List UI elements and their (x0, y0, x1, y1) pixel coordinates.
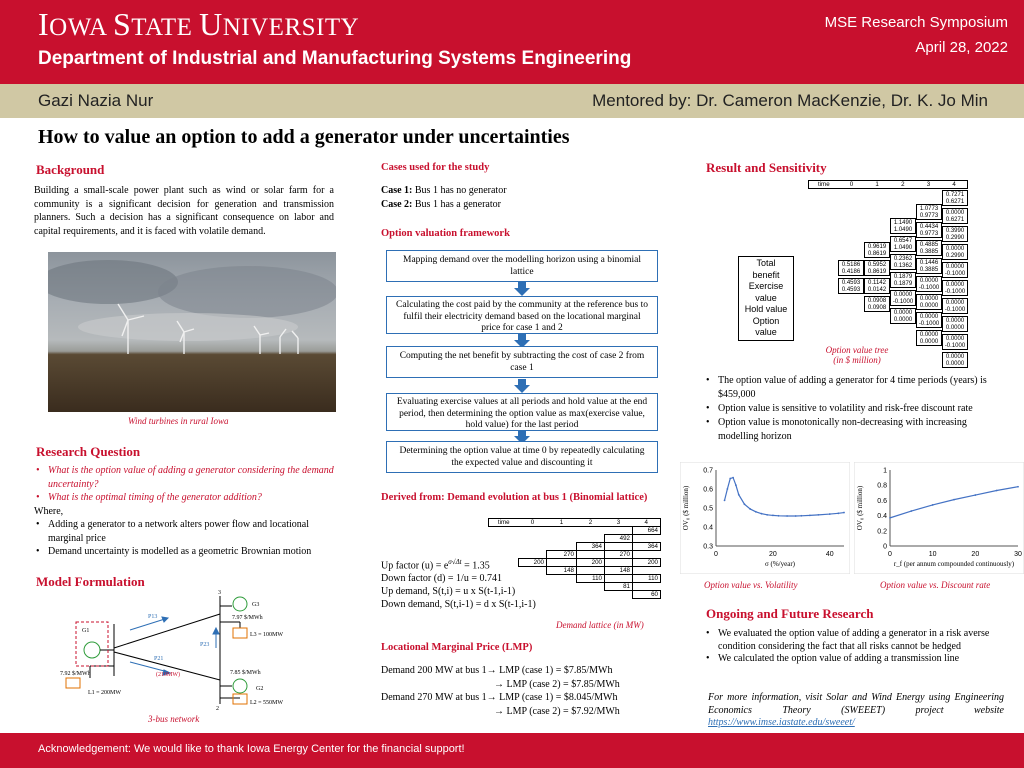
tree-node-value: 0.0142 (864, 286, 890, 294)
lattice-node: 200 (519, 559, 547, 567)
data-point (1017, 486, 1019, 488)
tree-node-value: 0.9619 (864, 242, 890, 250)
project-link[interactable]: https://www.imse.iastate.edu/sweeet/ (708, 717, 855, 728)
assumption-item: • Demand uncertainty is modelled as a geometric Brownian motion (34, 545, 334, 559)
tree-node-value: -0.1000 (890, 298, 916, 306)
tree-node-value: 0.1362 (890, 262, 916, 270)
tree-node-value: 0.0000 (942, 334, 968, 342)
framework-step-2: Calculating the cost paid by the community at the reference bus to fulfil their electricity demand based on the locational marginal price for case 1 and 2 (386, 296, 658, 334)
framework-step-5: Determining the option value at time 0 by repeatedly calculating the expected value and discounting it (386, 441, 658, 473)
tree-header-cell: 2 (901, 181, 905, 188)
tree-node-value: 0.4593 (838, 286, 864, 294)
lmp-line: Demand 270 MW at bus 1→ LMP (case 1) = $8.045/MWh (381, 692, 618, 703)
tree-header-row (808, 180, 968, 189)
lattice-header-row (489, 519, 661, 527)
lattice-node: 364 (633, 543, 661, 551)
tree-node-value: 0.0000 (942, 298, 968, 306)
data-point (778, 515, 780, 517)
tree-node-value: 0.0000 (942, 360, 968, 368)
tree-node-value: 0.0000 (916, 294, 942, 302)
tree-node-value: 0.9773 (916, 212, 942, 220)
up-factor-value: = 1.35 (461, 560, 490, 572)
tree-node-value: 0.0000 (942, 208, 968, 216)
legend-total-benefit: Total benefit (752, 258, 780, 280)
tree-node-value: 0.0000 (942, 316, 968, 324)
tree-node-value: 0.0000 (890, 316, 916, 324)
lattice-header-cell: 4 (644, 519, 648, 526)
ongoing-item: • We calculated the option value of adding a transmission line (704, 653, 1004, 666)
data-point (837, 512, 839, 514)
data-point (738, 494, 740, 496)
tree-node-value: 0.4434 (916, 222, 942, 230)
event-name: MSE Research Symposium (824, 14, 1008, 31)
down-factor-line: Down factor (d) = 1/u = 0.741 (381, 573, 502, 585)
x-tick-label: 10 (928, 551, 937, 558)
demand-heading: Derived from: Demand evolution at bus 1 (Binomial lattice) (381, 492, 648, 503)
tree-header-cell: 1 (875, 181, 879, 188)
results-list (704, 374, 992, 444)
x-axis-label: r_f (per annum compounded continuously) (893, 560, 1015, 568)
data-point (800, 515, 802, 517)
chart-frame (680, 462, 850, 574)
tree-node-value: 0.1879 (890, 272, 916, 280)
data-point (755, 511, 757, 513)
lattice-formulas (381, 556, 581, 611)
data-point (996, 490, 998, 492)
data-point (910, 510, 912, 512)
price3-label: 7.97 $/MWh (232, 615, 263, 621)
lattice-header-cell: 1 (559, 519, 564, 526)
discount-chart-caption: Option value vs. Discount rate (880, 580, 991, 590)
tree-node-value: 0.1879 (890, 280, 916, 288)
bus2-label: 2 (216, 706, 219, 712)
lattice-node: 60 (633, 591, 661, 599)
data-point (889, 517, 891, 519)
tree-node-value: 0.0000 (916, 330, 942, 338)
data-point (809, 515, 811, 517)
lattice-node: 110 (633, 575, 661, 583)
case1-line (381, 184, 661, 198)
turbine-illustration (48, 252, 336, 412)
background-heading: Background (36, 162, 105, 177)
tree-node-value: 0.0000 (890, 308, 916, 316)
tree-node-value: 0.8619 (864, 268, 890, 276)
wind-turbine-photo (48, 252, 336, 412)
tree-node-value: -0.1000 (942, 306, 968, 314)
question-list (34, 464, 334, 505)
results-item: • Option value is monotonically non-decreasing with increasing modelling horizon (704, 416, 992, 444)
background-text: Building a small-scale power plant such as wind or solar farm for a community is a significant decision for generation and transmission planners. Such a decision has a significant consequence on labor and capital requirements, and it is faced with volatile demand. (34, 185, 334, 237)
x-tick-label: 40 (825, 551, 834, 558)
legend-exercise-value: Exercise value (748, 281, 784, 303)
legend-option-value: Option value (752, 315, 780, 337)
data-point (732, 477, 734, 479)
tree-node-value: -0.1000 (916, 320, 942, 328)
data-point (974, 494, 976, 496)
lattice-node: 81 (605, 583, 633, 591)
tree-caption-line1: Option value tree (825, 345, 889, 355)
tree-node-value: 0.6547 (890, 236, 916, 244)
tree-node-value: 1.1490 (890, 218, 916, 226)
tree-header-cell: 4 (952, 181, 956, 188)
data-point (843, 512, 845, 514)
x-axis-label: σ (%/year) (764, 560, 796, 568)
tree-node-value: 0.2990 (942, 234, 968, 242)
research-question-heading: Research Question (36, 444, 141, 459)
lattice-node: 492 (605, 535, 633, 543)
results-heading: Result and Sensitivity (706, 160, 827, 175)
tree-node-value: 0.3885 (916, 266, 942, 274)
tree-node-value: 0.4186 (838, 268, 864, 276)
data-point (786, 515, 788, 517)
option-value-tree (808, 180, 968, 367)
tree-node-value: 0.2362 (890, 254, 916, 262)
volatility-chart-caption: Option value vs. Volatility (704, 580, 798, 590)
tree-node-value: 0.0000 (916, 312, 942, 320)
discount-rate-chart (854, 462, 1024, 574)
down-arrow-icon (514, 282, 530, 296)
tree-node-value: 0.0000 (916, 338, 942, 346)
tree-node-value: 1.0490 (890, 226, 916, 234)
lattice-node: 364 (577, 543, 605, 551)
question-item: • What is the option value of adding a generator considering the demand uncertainty? (34, 464, 334, 491)
y-tick-label: 0 (883, 543, 887, 551)
lattice-node: 200 (633, 559, 661, 567)
flow-label: (210MW) (156, 672, 180, 678)
lattice-node: 110 (577, 575, 605, 583)
up-factor-text: Up factor (u) = e (381, 560, 449, 572)
framework-step-1: Mapping demand over the modelling horizon using a binomial lattice (386, 250, 658, 282)
lattice-node: 148 (547, 567, 577, 575)
tree-node-value: 0.1446 (916, 258, 942, 266)
ongoing-item: • We evaluated the option value of adding a generator in a risk averse condition considering the fact that all risks cannot be hedged (704, 628, 1004, 653)
p23-label: P23 (200, 642, 210, 648)
results-bullets (704, 374, 992, 444)
data-point (749, 508, 751, 510)
g3-label: G3 (252, 602, 260, 608)
tree-node-value: 0.0000 (916, 276, 942, 284)
lattice-node: 270 (605, 551, 633, 559)
lmp-heading: Locational Marginal Price (LMP) (381, 642, 533, 653)
data-point (953, 499, 955, 501)
volatility-chart (680, 462, 850, 574)
down-demand-line: Down demand, S(t,i-1) = d x S(t-1,i-1) (381, 599, 536, 611)
load1-label: L1 = 200MW (88, 690, 122, 696)
ongoing-list (704, 628, 1004, 666)
tree-node-value: 0.6271 (942, 198, 968, 206)
g2-label: G2 (256, 686, 264, 692)
cases-heading: Cases used for the study (381, 162, 490, 173)
data-point (932, 504, 934, 506)
lmp-line: → LMP (case 2) = $7.92/MWh (494, 705, 620, 717)
assumption-item: • Adding a generator to a network alters power flow and locational marginal price (34, 518, 334, 545)
acknowledgement: Acknowledgement: We would like to thank Iowa Energy Center for the financial support! (38, 743, 465, 755)
x-tick-label: 20 (971, 551, 980, 558)
lattice-header-cell: time (497, 519, 510, 526)
results-item: • Option value is sensitive to volatility and risk-free discount rate (704, 402, 992, 416)
data-point (761, 513, 763, 515)
event-date: April 28, 2022 (915, 39, 1008, 56)
case2-text: Bus 1 has a generator (412, 198, 501, 210)
case1-label: Case 1: (381, 185, 413, 196)
tree-header-cell: 0 (849, 181, 854, 188)
tree-node-value: 0.0000 (942, 280, 968, 288)
tree-node-value: 0.6271 (942, 216, 968, 224)
ongoing-heading: Ongoing and Future Research (706, 606, 874, 621)
tree-node-value: 0.0000 (942, 262, 968, 270)
author-band (0, 84, 1024, 118)
framework-step-3: Computing the net benefit by subtracting the cost of case 2 from case 1 (386, 346, 658, 378)
data-point (724, 500, 726, 502)
department-name: Department of Industrial and Manufacturing Systems Engineering (38, 48, 632, 69)
x-tick-label: 20 (768, 551, 777, 558)
load2-label: L2 = 550MW (250, 700, 284, 706)
tree-caption-line2: (in $ million) (833, 355, 881, 365)
data-point (726, 488, 728, 490)
x-tick-label: 30 (1014, 551, 1022, 558)
results-item: • The option value of adding a generator for 4 time periods (years) is $459,000 (704, 374, 992, 402)
price1-label: 7.92 $/MWh (60, 671, 91, 677)
lmp-body (381, 664, 681, 718)
case2-line (381, 198, 661, 212)
photo-caption: Wind turbines in rural Iowa (128, 416, 229, 426)
y-tick-label: 0.4 (877, 513, 887, 521)
lattice-header-cell: 3 (616, 519, 621, 526)
mentors: Mentored by: Dr. Cameron MacKenzie, Dr. K. Jo Min (592, 91, 988, 110)
y-tick-label: 0.7 (703, 467, 713, 475)
lmp-line: Demand 200 MW at bus 1→ LMP (case 1) = $7.85/MWh (381, 665, 613, 676)
price2-label: 7.85 $/MWh (230, 670, 261, 676)
tree-node-value: 1.0490 (890, 244, 916, 252)
data-point (818, 514, 820, 516)
tree-node-value: -0.1000 (916, 284, 942, 292)
p13-label: P13 (148, 614, 158, 620)
tree-node-value: 0.0000 (916, 302, 942, 310)
tree-node-value: 0.4885 (916, 240, 942, 248)
data-point (766, 514, 768, 516)
data-point (772, 515, 774, 517)
y-axis-label: OV₀ ($ million) (856, 485, 864, 531)
model-heading: Model Formulation (36, 574, 145, 589)
university-wordmark: IOWA STATE UNIVERSITY (38, 6, 360, 42)
tree-header-cell: time (817, 181, 830, 188)
tree-node-value: 0.2990 (942, 252, 968, 260)
tree-node-value: 0.5952 (864, 260, 890, 268)
three-bus-network-diagram (60, 586, 350, 712)
x-tick-label: 0 (714, 551, 718, 558)
p21-label: P21 (154, 656, 164, 662)
tree-node-value: 0.0000 (942, 244, 968, 252)
event-info (825, 10, 1008, 60)
y-tick-label: 0.2 (877, 528, 887, 536)
y-tick-label: 0.5 (703, 505, 713, 513)
lattice-node: 664 (633, 527, 661, 535)
more-info-text: For more information, visit Solar and Wind Energy using Engineering Economics Theory (SWEEET) project website (708, 692, 1004, 716)
tree-node-value: 0.0000 (890, 290, 916, 298)
lattice-node: 270 (547, 551, 577, 559)
y-tick-label: 0.3 (703, 543, 713, 551)
author-name: Gazi Nazia Nur (38, 91, 154, 110)
tree-node-value: 1.0773 (916, 204, 942, 212)
legend-hold-value: Hold value (744, 304, 788, 314)
tree-node-value: 0.9773 (916, 230, 942, 238)
y-tick-label: 0.6 (877, 497, 887, 505)
data-point (729, 478, 731, 480)
y-tick-label: 0.8 (877, 482, 887, 490)
y-tick-label: 1 (883, 467, 887, 475)
tree-caption (822, 345, 892, 365)
bus3-label: 3 (218, 590, 221, 596)
up-factor-exponent: σ√Δt (448, 558, 462, 566)
up-factor-line (381, 556, 581, 572)
header-bar (0, 0, 1024, 84)
y-tick-label: 0.4 (703, 524, 713, 532)
tree-node-value: 0.0908 (864, 304, 890, 312)
lmp-line: → LMP (case 2) = $7.85/MWh (494, 678, 620, 690)
where-label: Where, (34, 505, 64, 517)
poster-title: How to value an option to add a generator under uncertainties (38, 126, 570, 148)
x-tick-label: 0 (888, 551, 892, 558)
up-demand-line: Up demand, S(t,i) = u x S(t-1,i-1) (381, 586, 516, 598)
tree-legend (738, 256, 794, 341)
lattice-header-cell: 2 (588, 519, 593, 526)
network-caption: 3-bus network (148, 714, 200, 724)
tree-node-value: 0.0908 (864, 296, 890, 304)
tree-node-value: 0.1142 (864, 278, 890, 286)
tree-node-value: 0.0000 (942, 352, 968, 360)
tree-node-value: 0.7271 (942, 190, 968, 198)
lattice-caption: Demand lattice (in MW) (556, 620, 644, 630)
lattice-node: 148 (605, 567, 633, 575)
data-point (744, 503, 746, 505)
y-axis-label: OV₀ ($ million) (682, 485, 690, 531)
case2-label: Case 2: (381, 198, 413, 210)
tree-node-value: -0.1000 (942, 342, 968, 350)
tree-node-value: 0.0000 (942, 324, 968, 332)
research-question-body (34, 464, 334, 559)
more-info (708, 692, 1004, 730)
down-arrow-icon (514, 379, 530, 393)
tree-node-value: 0.5186 (838, 260, 864, 268)
assumption-list (34, 518, 334, 559)
load3-label: L3 = 100MW (250, 632, 284, 638)
tree-node-value: 0.3990 (942, 226, 968, 234)
data-point (795, 515, 797, 517)
case1-text: Bus 1 has no generator (412, 185, 507, 196)
g1-label: G1 (82, 628, 90, 634)
framework-heading: Option valuation framework (381, 228, 510, 239)
tree-node-value: -0.1000 (942, 288, 968, 296)
lattice-node: 200 (577, 559, 605, 567)
tree-node-value: 0.8619 (864, 250, 890, 258)
tree-node-value: 0.3885 (916, 248, 942, 256)
tree-node-value: -0.1000 (942, 270, 968, 278)
cases-body (381, 184, 661, 211)
ongoing-body (704, 628, 1004, 666)
data-point (829, 513, 831, 515)
question-item: • What is the optimal timing of the generator addition? (34, 491, 334, 505)
data-point (735, 484, 737, 486)
tree-header-cell: 3 (926, 181, 931, 188)
footer-bar (0, 733, 1024, 768)
framework-step-4: Evaluating exercise values at all periods and hold value at the end period, then determining the option value as max(exercise value, hold value) for the last period (386, 393, 658, 431)
lattice-header-cell: 0 (530, 519, 535, 526)
tree-node-value: 0.4593 (838, 278, 864, 286)
y-tick-label: 0.6 (703, 486, 713, 494)
